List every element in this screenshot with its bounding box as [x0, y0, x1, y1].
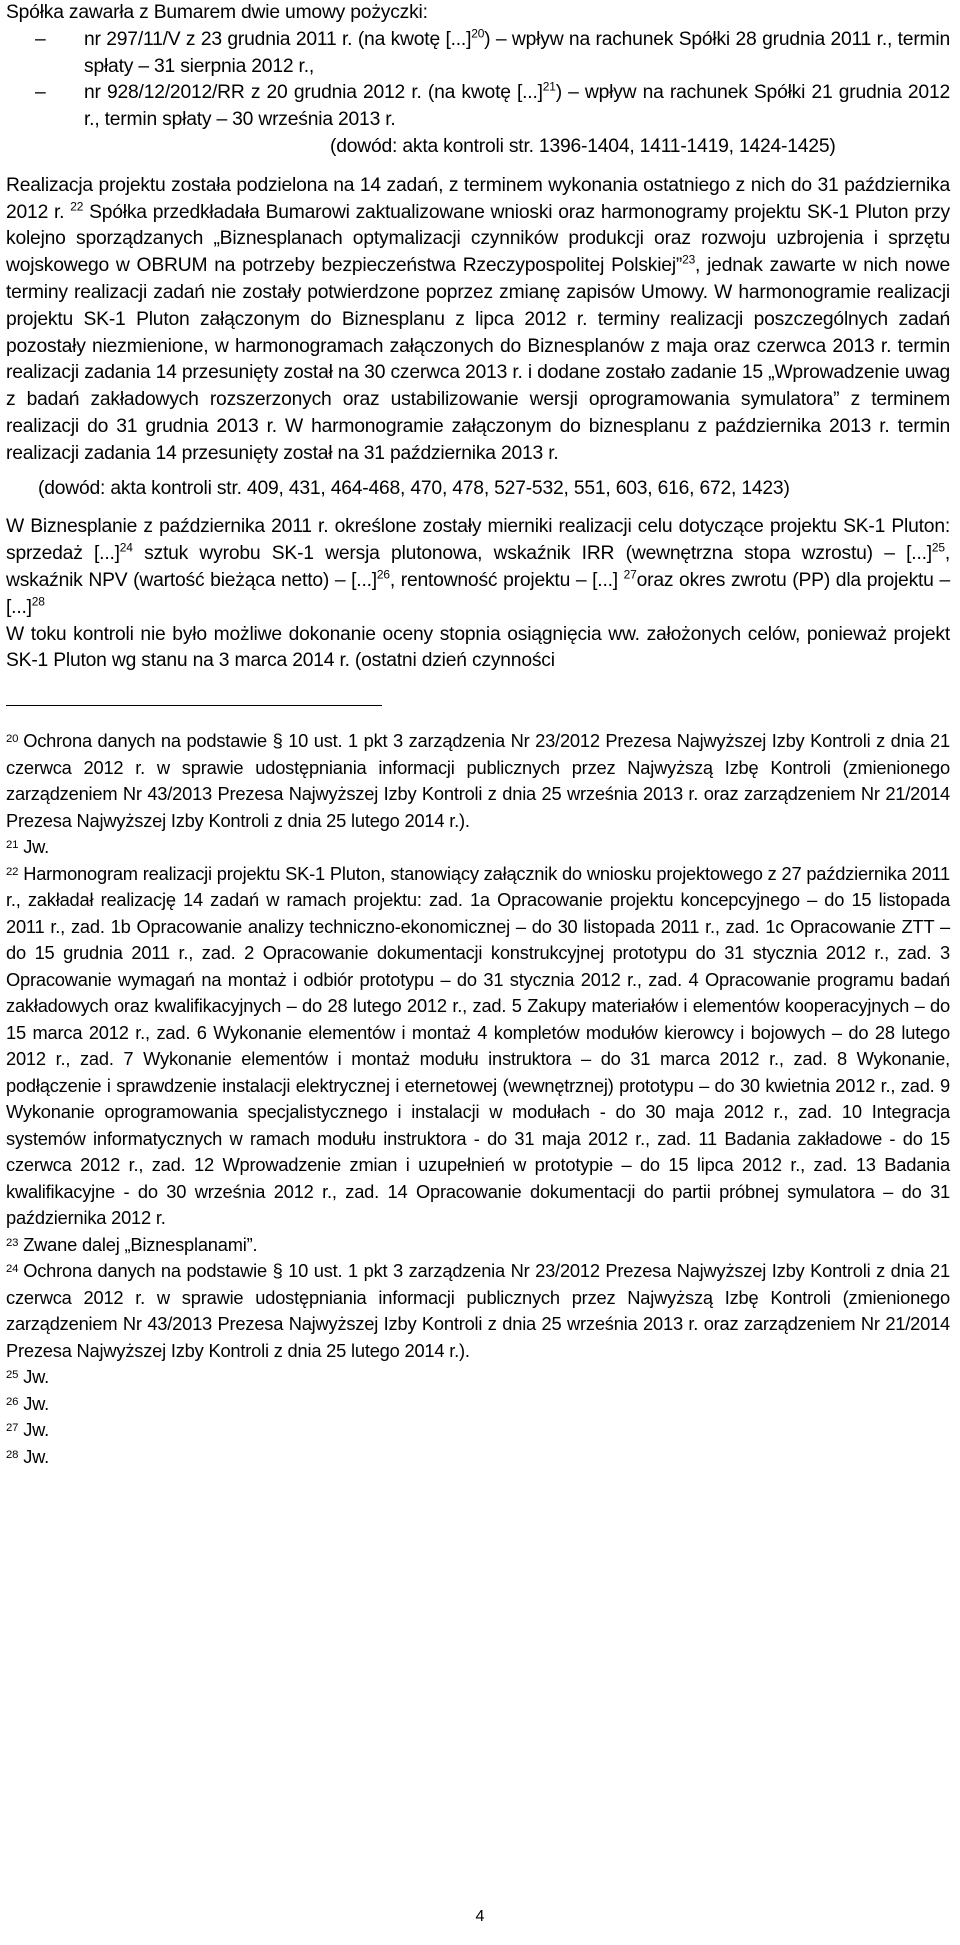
footnote-text: Jw. [23, 1392, 50, 1414]
footnote-number: 22 [6, 865, 19, 878]
evidence-note: (dowód: akta kontroli str. 409, 431, 464-468, 470, 478, 527-532, 551, 603, 616, 672, 1423) [38, 477, 790, 499]
footnote [6, 1364, 950, 1391]
footnote-number: 27 [6, 1422, 19, 1435]
footnote-text: Ochrona danych na podstawie § 10 ust. 1 pkt 3 zarządzenia Nr 23/2012 Prezesa Najwyższej Izby Kontroli z dnia 21 czerwca 2012 r. w sprawie udostępniania informacji publicznych przez Najwyższą Izbę Kontroli (zmienionego zarządzeniem Nr 43/2013 Prezesa Najwyższej Izby Kontroli z dnia 25 września 2013 r. oraz zarządzeniem Nr 21/2014 Prezesa Najwyższej Izby Kontroli z dnia 25 lutego 2014 r.). [6, 730, 950, 831]
footnote-number: 23 [6, 1236, 19, 1249]
loan-text-start: nr 297/11/V z 23 grudnia 2011 r. (na kwotę [...] [84, 28, 472, 50]
footnote-number: 26 [6, 1395, 19, 1408]
paragraph-text: Spółka przedkładała Bumarowi zaktualizowane wnioski oraz harmonogramy projektu SK-1 Pluton przy kolejno sporządzanych „Biznesplanach optymalizacji czynników produkcji oraz rozwoju uzbrojenia i sprzętu wojskowego w OBRUM na potrzeby bezpieczeństwa Rzeczypospolitej Polskiej” [6, 201, 950, 277]
footnote [6, 1391, 950, 1418]
footnote [6, 1417, 950, 1444]
list-dash: – [35, 28, 46, 50]
paragraph-text: W Biznesplanie z października 2011 r. określone zostały mierniki realizacji celu dotyczące projektu SK-1 Pluton: sprzedaż [...] [6, 516, 950, 565]
loan-item [6, 27, 950, 81]
footnote-text: Jw. [23, 1419, 50, 1441]
footnote [6, 728, 950, 834]
footnote-ref[interactable]: 26 [376, 567, 390, 582]
footnote-ref[interactable]: 21 [542, 79, 556, 94]
footnotes [6, 728, 950, 1470]
footnote-ref[interactable]: 23 [682, 252, 696, 267]
footnote-number: 20 [6, 733, 19, 746]
paragraph-text: Realizacja projektu została podzielona na 14 zadań, z terminem wykonania ostatniego z nich do 31 października 2012 r. [6, 174, 950, 223]
list-dash: – [35, 82, 46, 104]
document-page [6, 0, 950, 1470]
footnote [6, 1444, 950, 1471]
paragraph-text: oraz okres zwrotu (PP) dla projektu – [...] [6, 569, 950, 618]
loan-text-end: ) – wpływ na rachunek Spółki 28 grudnia 2011 r., termin spłaty – 31 sierpnia 2012 r., [84, 28, 951, 77]
loan-item [6, 80, 950, 134]
footnote-text: Zwane dalej „Biznesplanami”. [23, 1233, 258, 1255]
footnote-number: 25 [6, 1369, 19, 1382]
footnote-ref[interactable]: 28 [31, 594, 45, 609]
loan-text-start: nr 928/12/2012/RR z 20 grudnia 2012 r. (na kwotę [...] [84, 82, 543, 104]
footnote-separator [6, 705, 382, 706]
footnote-ref[interactable]: 22 [70, 199, 84, 214]
paragraph-text: , jednak zawarte w nich nowe terminy realizacji zadań nie zostały potwierdzone poprzez zmianę zapisów Umowy. W harmonogramie realizacji projektu SK-1 Pluton załączonym do Biznesplanu z lipca 2012 r. terminy realizacji poszczególnych zadań pozostały niezmienione, w harmonogramach załączonych do Biznesplanów z maja oraz czerwca 2013 r. termin realizacji zadania 14 przesunięty został na 30 czerwca 2013 r. i dodane zostało zadanie 15 „Wprowadzenie uwag z badań zakładowych rozszerzonych oraz ustabilizowanie wersji oprogramowania symulatora” z terminem realizacji do 31 grudnia 2013 r. W harmonogramie załączonym do biznesplanu z października 2013 r. termin realizacji zadania 14 przesunięty został na 31 października 2013 r. [6, 255, 950, 464]
footnote-text: Ochrona danych na podstawie § 10 ust. 1 pkt 3 zarządzenia Nr 23/2012 Prezesa Najwyższej Izby Kontroli z dnia 21 czerwca 2012 r. w sprawie udostępniania informacji publicznych przez Najwyższą Izbę Kontroli (zmienionego zarządzeniem Nr 43/2013 Prezesa Najwyższej Izby Kontroli z dnia 25 września 2013 r. oraz zarządzeniem Nr 21/2014 Prezesa Najwyższej Izby Kontroli z dnia 25 lutego 2014 r.). [6, 1260, 950, 1361]
footnote-text: Jw. [23, 1445, 50, 1467]
paragraph-text: , wskaźnik NPV (wartość bieżąca netto) – [...] [6, 543, 950, 591]
paragraph-schedule [6, 173, 950, 468]
main-text [6, 0, 950, 675]
footnote-ref[interactable]: 20 [471, 26, 485, 41]
paragraph-assessment: W toku kontroli nie było możliwe dokonanie oceny stopnia osiągnięcia ww. założonych celów, ponieważ projekt SK-1 Pluton wg stanu na 3 marca 2014 r. (ostatni dzień czynności [6, 623, 950, 672]
paragraph-text: , rentowność projektu – [...] [389, 569, 624, 591]
footnote [6, 861, 950, 1232]
paragraph-text: sztuk wyrobu SK-1 wersja plutonowa, wskaźnik IRR (wewnętrzna stopa wzrostu) – [...] [132, 543, 932, 565]
loans-intro: Spółka zawarła z Bumarem dwie umowy pożyczki: [6, 2, 428, 23]
footnote-ref[interactable]: 24 [119, 540, 133, 555]
footnote-number: 24 [6, 1263, 19, 1276]
page-number: 4 [475, 1908, 485, 1925]
loan-text-end: ) – wpływ na rachunek Spółki 21 grudnia 2012 r., termin spłaty – 30 września 2013 r. [84, 82, 950, 131]
footnote-number: 28 [6, 1448, 19, 1461]
footnote [6, 834, 950, 861]
footnote [6, 1232, 950, 1259]
footnote [6, 1258, 950, 1364]
footnote-text: Jw. [23, 836, 50, 858]
footnote-ref[interactable]: 27 [623, 567, 637, 582]
footnote-text: Harmonogram realizacji projektu SK-1 Pluton, stanowiący załącznik do wniosku projektowego z 27 października 2011 r., zakładał realizację 14 zadań w ramach projektu: zad. 1a Opracowanie projektu koncepcyjnego – do 15 listopada 2011 r., zad. 1b Opracowanie analizy techniczno-ekonomicznej – do 30 listopada 2011 r., zad. 1c Opracowanie ZTT – do 15 grudnia 2011 r., zad. 2 Opracowanie dokumentacji konstrukcyjnej prototypu do 31 stycznia 2012 r., zad. 3 Opracowanie wymagań na montaż i odbiór prototypu – do 31 stycznia 2012 r., zad. 4 Opracowanie programu badań zakładowych oraz kwalifikacyjnych – do 28 lutego 2012 r., zad. 5 Zakupy materiałów i elementów kooperacyjnych – do 15 marca 2012 r., zad. 6 Wykonanie elementów i montaż 4 kompletów modułów kierowcy i bojowych – do 28 lutego 2012 r., zad. 7 Wykonanie elementów i montaż modułu instruktora – do 31 marca 2012 r., zad. 8 Wykonanie, podłączenie i sprawdzenie instalacji elektrycznej i eternetowej (wewnętrznej) prototypu – do 30 kwietnia 2012 r., zad. 9 Wykonanie oprogramowania specjalistycznego i instalacji w modułach - do 30 maja 2012 r., zad. 10 Integracja systemów informatycznych w ramach modułu instruktora - do 31 maja 2012 r., zad. 11 Badania zakładowe - do 15 czerwca 2012 r., zad. 12 Wprowadzenie zmian i uzupełnień w prototypie – do 15 lipca 2012 r., zad. 13 Badania kwalifikacyjne - do 30 września 2012 r., zad. 14 Opracowanie dokumentacji do partii próbnej symulatora – do 31 października 2012 r. [6, 862, 950, 1229]
footnote-ref[interactable]: 25 [931, 540, 945, 555]
paragraph-metrics [6, 514, 950, 621]
footnote-number: 21 [6, 839, 19, 852]
evidence-note: (dowód: akta kontroli str. 1396-1404, 1411-1419, 1424-1425) [330, 135, 836, 157]
footnote-text: Jw. [23, 1366, 50, 1388]
